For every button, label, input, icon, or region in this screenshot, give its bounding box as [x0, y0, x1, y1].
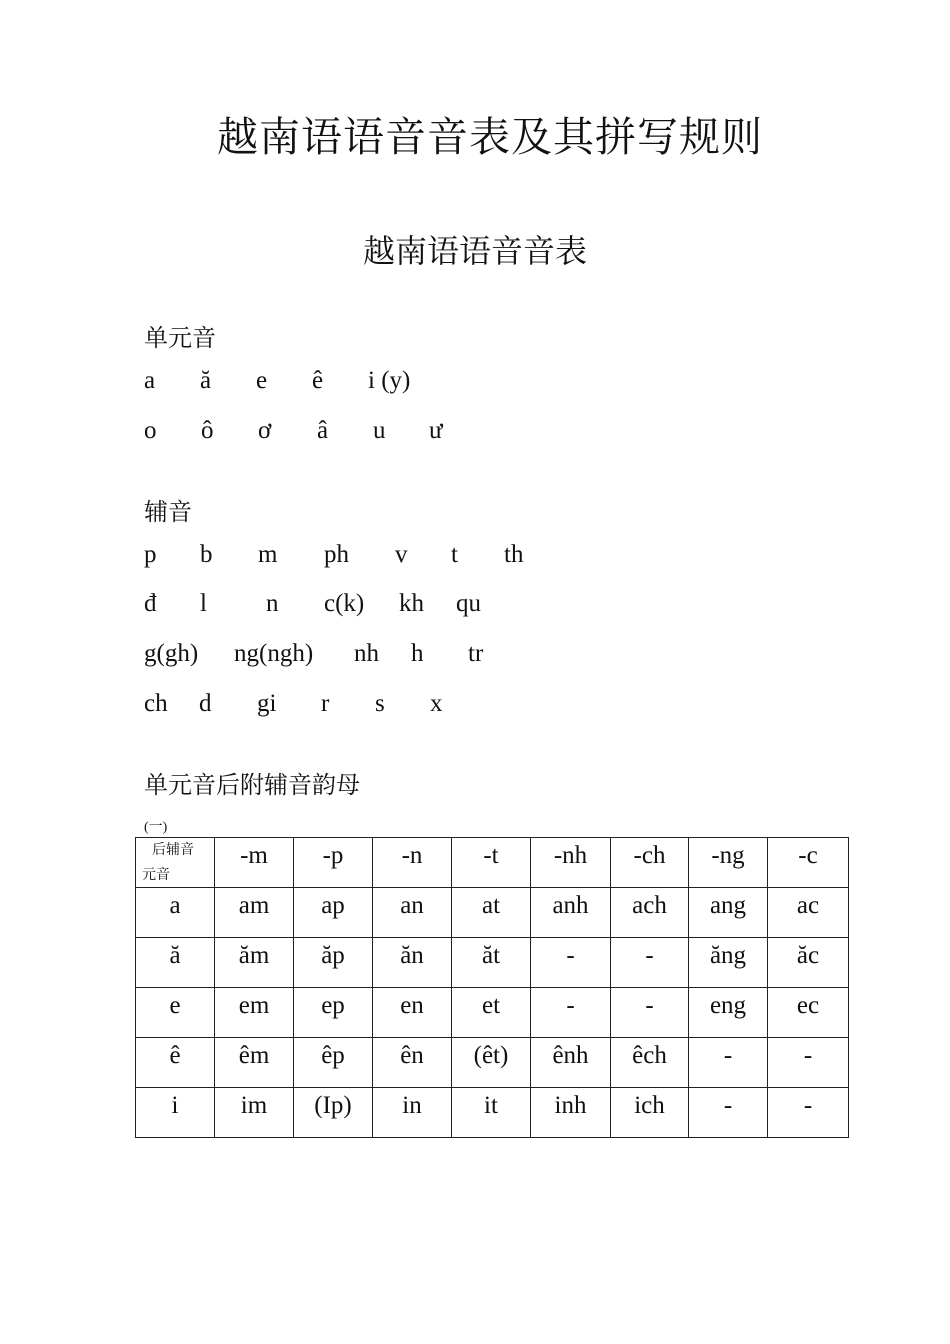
- table-cell: -: [689, 1038, 768, 1088]
- consonant-item: b: [200, 541, 213, 568]
- vowel-item: ă: [200, 367, 212, 394]
- consonant-item: ch: [144, 690, 168, 717]
- table-cell: ăc: [768, 938, 849, 988]
- row-header: e: [136, 988, 215, 1038]
- column-header: -ng: [689, 838, 768, 888]
- consonant-item: ph: [324, 541, 349, 568]
- column-header: -p: [294, 838, 373, 888]
- table-cell: (êt): [452, 1038, 531, 1088]
- table-row: [136, 1088, 849, 1138]
- table-cell: en: [373, 988, 452, 1038]
- table-cell: ăn: [373, 938, 452, 988]
- table-cell: ac: [768, 888, 849, 938]
- consonant-item: h: [411, 640, 424, 667]
- page-title: 越南语语音音表及其拼写规则: [217, 114, 763, 160]
- table-header-row: [136, 838, 849, 888]
- corner-bottom-label: 元音: [142, 868, 170, 883]
- consonant-item: v: [395, 541, 408, 568]
- table-cell: im: [215, 1088, 294, 1138]
- consonant-item: d: [199, 690, 212, 717]
- vowel-item: i (y): [368, 367, 411, 394]
- consonant-item: t: [451, 541, 458, 568]
- table-cell: -: [611, 988, 689, 1038]
- vowel-item: ơ: [258, 417, 272, 444]
- consonant-item: ng(ngh): [234, 640, 314, 667]
- table-cell: ăm: [215, 938, 294, 988]
- vowel-item: o: [144, 417, 157, 444]
- table-cell: it: [452, 1088, 531, 1138]
- consonant-item: s: [375, 690, 385, 717]
- consonant-item: c(k): [324, 590, 365, 617]
- table-cell: êch: [611, 1038, 689, 1088]
- consonants-heading: 辅音: [144, 500, 192, 526]
- table-row: [136, 888, 849, 938]
- table-cell: êm: [215, 1038, 294, 1088]
- vowel-item: u: [373, 417, 386, 444]
- table-cell: ên: [373, 1038, 452, 1088]
- consonant-item: r: [321, 690, 330, 717]
- consonant-item: qu: [456, 590, 481, 617]
- table-cell: eng: [689, 988, 768, 1038]
- table-cell: -: [768, 1038, 849, 1088]
- consonant-item: đ: [144, 590, 157, 617]
- column-header: -nh: [531, 838, 611, 888]
- table-cell: -: [768, 1088, 849, 1138]
- consonant-item: m: [258, 541, 278, 568]
- vowels-heading: 单元音: [144, 326, 216, 352]
- table-cell: ăp: [294, 938, 373, 988]
- vowel-item: a: [144, 367, 156, 394]
- table-cell: ênh: [531, 1038, 611, 1088]
- consonant-item: x: [430, 690, 443, 717]
- consonant-item: th: [504, 541, 524, 568]
- table-cell: inh: [531, 1088, 611, 1138]
- table-cell: -: [689, 1088, 768, 1138]
- table-cell: em: [215, 988, 294, 1038]
- corner-top-label: 后辅音: [152, 843, 194, 858]
- part-label: (一): [144, 820, 168, 835]
- rhyme-table: [135, 837, 849, 1138]
- column-header: -n: [373, 838, 452, 888]
- table-cell: an: [373, 888, 452, 938]
- row-header: ê: [136, 1038, 215, 1088]
- column-header: -ch: [611, 838, 689, 888]
- vowel-item: â: [317, 417, 329, 444]
- consonant-item: tr: [468, 640, 484, 667]
- table-cell: ich: [611, 1088, 689, 1138]
- vowel-item: e: [256, 367, 268, 394]
- table-cell: -: [611, 938, 689, 988]
- column-header: -t: [452, 838, 531, 888]
- section-title: 越南语语音音表: [362, 233, 587, 269]
- vowel-item: ư: [429, 417, 443, 444]
- consonant-item: nh: [354, 640, 379, 667]
- table-cell: êp: [294, 1038, 373, 1088]
- table-cell: ep: [294, 988, 373, 1038]
- table-cell: anh: [531, 888, 611, 938]
- consonant-item: gi: [257, 690, 277, 717]
- row-header: ă: [136, 938, 215, 988]
- column-header: -m: [215, 838, 294, 888]
- column-header: -c: [768, 838, 849, 888]
- table-cell: -: [531, 938, 611, 988]
- table-cell: ăng: [689, 938, 768, 988]
- consonant-item: p: [144, 541, 157, 568]
- table-cell: et: [452, 988, 531, 1038]
- table-row: [136, 938, 849, 988]
- corner-cell: [136, 838, 215, 888]
- table-cell: (Ip): [294, 1088, 373, 1138]
- consonant-item: l: [200, 590, 207, 617]
- vowel-item: ô: [201, 417, 214, 444]
- table-cell: -: [531, 988, 611, 1038]
- table-cell: at: [452, 888, 531, 938]
- consonant-item: g(gh): [144, 640, 199, 667]
- vowel-item: ê: [312, 367, 324, 394]
- consonant-item: n: [266, 590, 279, 617]
- rhymes-heading: 单元音后附辅音韵母: [144, 773, 360, 799]
- table-row: [136, 988, 849, 1038]
- table-cell: ang: [689, 888, 768, 938]
- table-cell: am: [215, 888, 294, 938]
- row-header: i: [136, 1088, 215, 1138]
- table-row: [136, 1038, 849, 1088]
- consonant-item: kh: [399, 590, 424, 617]
- table-cell: ach: [611, 888, 689, 938]
- row-header: a: [136, 888, 215, 938]
- table-cell: ap: [294, 888, 373, 938]
- table-cell: ec: [768, 988, 849, 1038]
- table-cell: ăt: [452, 938, 531, 988]
- table-cell: in: [373, 1088, 452, 1138]
